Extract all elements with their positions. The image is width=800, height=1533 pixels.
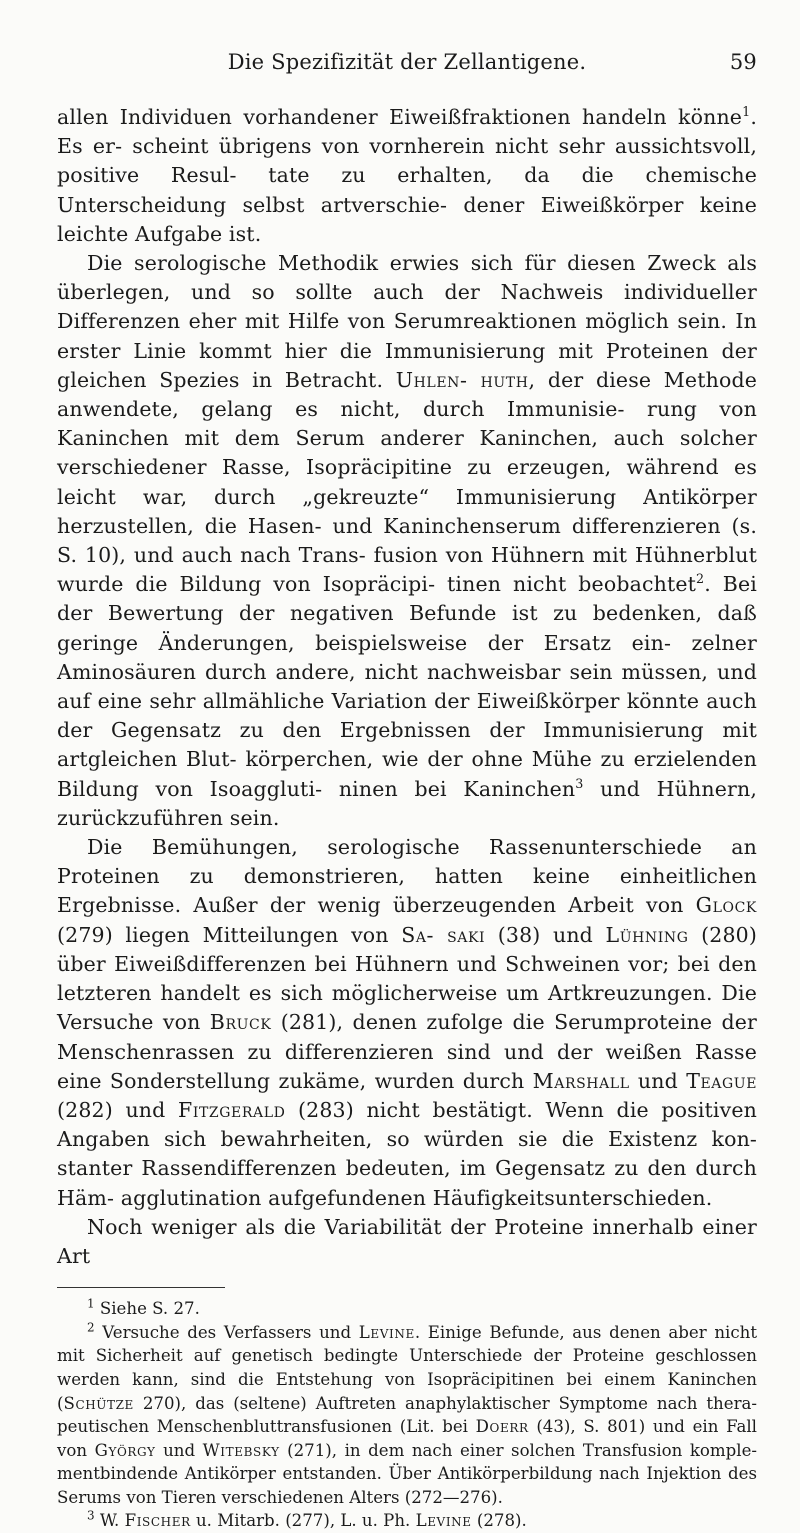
author-name: Witebsky xyxy=(202,1440,280,1460)
main-text xyxy=(57,103,757,1271)
footnote-2: $^2$ Versuche des Verfassers und Levine. Einige Befunde, aus denen aber nicht mit Sicherheit auf genetisch bedingte Unterschiede der Proteine geschlossen werden kann, sind die Entstehung von Isopräcipitinen bei einem Kaninchen (Schütze 270), das (seltene) Auftreten anaphylaktischer Symptome nach thera- peutischen Menschenbluttransfusionen (Lit. bei Doerr (43), S. 801) und ein Fall von György und Witebsky (271), in dem nach einer solchen Transfusion komple- mentbindende Antikörper entstanden. Über Antikörperbildung nach Injektion des Serums von Tieren verschiedenen Alters (272—276). xyxy=(57,1320,757,1507)
paragraph-4: Noch weniger als die Variabilität der Proteine innerhalb einer Art xyxy=(57,1214,757,1268)
footnote-3: $^3$ W. Fischer u. Mitarb. (277), L. u. Ph. Levine (278). xyxy=(87,1508,527,1531)
running-header xyxy=(57,48,757,88)
author-name: Bruck xyxy=(209,1010,272,1035)
footnote-marker: 2 xyxy=(696,571,705,587)
footnote-divider xyxy=(57,1287,225,1288)
footnotes xyxy=(57,1297,757,1533)
author-name: Fischer xyxy=(124,1511,191,1531)
paragraph-3: Die Bemühungen, serologische Rassenunterschiede an Proteinen zu demonstrieren, hatten keine einheitlichen Ergebnisse. Außer der wenig überzeugenden Arbeit von Glock (279) liegen Mitteilungen von Sa- saki (38) und Lühning (280) über Eiweißdifferenzen bei Hühnern und Schweinen vor; bei den letzteren handelt es sich möglicherweise um Artkreuzungen. Die Versuche von Bruck (281), denen zufolge die Serumproteine der Menschenrassen zu differenzieren sind und der weißen Rasse eine Sonderstellung zukäme, wurden durch Marshall und Teague (282) und Fitzgerald (283) nicht bestätigt. Wenn die positiven Angaben sich bewahrheiten, so würden sie die Existenz kon- stanter Rassendifferenzen bedeuten, im Gegensatz zu den durch Häm- agglutination aufgefundenen Häufigkeitsunterschieden. xyxy=(57,835,758,1210)
footnote-marker: 1 xyxy=(87,1296,95,1311)
footnote-marker: 3 xyxy=(87,1508,95,1523)
running-title: Die Spezifizität der Zellantigene. xyxy=(227,50,587,74)
author-name: Sa- saki xyxy=(401,922,486,947)
footnote-marker: 2 xyxy=(87,1320,95,1335)
author-name: Lühning xyxy=(605,922,689,947)
author-name: Levine xyxy=(358,1322,415,1342)
author-name: Uhlen- huth xyxy=(395,367,529,392)
author-name: Schütze xyxy=(63,1393,134,1413)
paragraph-2: Die serologische Methodik erwies sich für diesen Zweck als überlegen, und so sollte auch der Nachweis individueller Differenzen eher mit Hilfe von Serumreaktionen möglich sein. In erster Linie kommt hier die Immunisierung mit Proteinen der gleichen Spezies in Betracht. Uhlen- huth, der diese Methode anwendete, gelang es nicht, durch Immunisie- rung von Kaninchen mit dem Serum anderer Kaninchen, auch solcher verschiedener Rasse, Isopräcipitine zu erzeugen, während es leicht war, durch „gekreuzte“ Immunisierung Antikörper herzustellen, die Hasen- und Kaninchenserum differenzieren (s. S. 10), und auch nach Trans- fusion von Hühnern mit Hühnerblut wurde die Bildung von Isopräcipi- tinen nicht beobachtet$^2$. Bei der Bewertung der negativen Befunde ist zu bedenken, daß geringe Änderungen, beispielsweise der Ersatz ein- zelner Aminosäuren durch andere, nicht nachweisbar sein müssen, und auf eine sehr allmähliche Variation der Eiweißkörper könnte auch der Gegensatz zu den Ergebnissen der Immunisierung mit artgleichen Blut- körperchen, wie der ohne Mühe zu erzielenden Bildung von Isoaggluti- ninen bei Kaninchen$^3$ und Hühnern, zurückzuführen sein. xyxy=(57,251,757,830)
author-name: Fitzgerald xyxy=(178,1097,286,1122)
author-name: Doerr xyxy=(475,1417,529,1437)
author-name: Levine xyxy=(415,1511,472,1531)
footnote-marker: 3 xyxy=(575,775,584,791)
author-name: Marshall xyxy=(532,1068,630,1093)
footnote-marker: 1 xyxy=(742,104,751,120)
book-page xyxy=(57,48,757,1533)
author-name: György xyxy=(94,1440,156,1460)
page-number: 59 xyxy=(729,50,757,74)
footnote-1: $^1$ Siehe S. 27. xyxy=(87,1296,200,1319)
paragraph-1: allen Individuen vorhandener Eiweißfraktionen handeln könne$^1$. Es er- scheint übrigens von vornherein nicht sehr aussichtsvoll, positive Resul- tate zu erhalten, da die chemische Unterscheidung selbst artverschie- dener Eiweißkörper keine leichte Aufgabe ist. xyxy=(57,104,757,246)
author-name: Glock xyxy=(695,893,757,918)
author-name: Teague xyxy=(686,1068,758,1093)
